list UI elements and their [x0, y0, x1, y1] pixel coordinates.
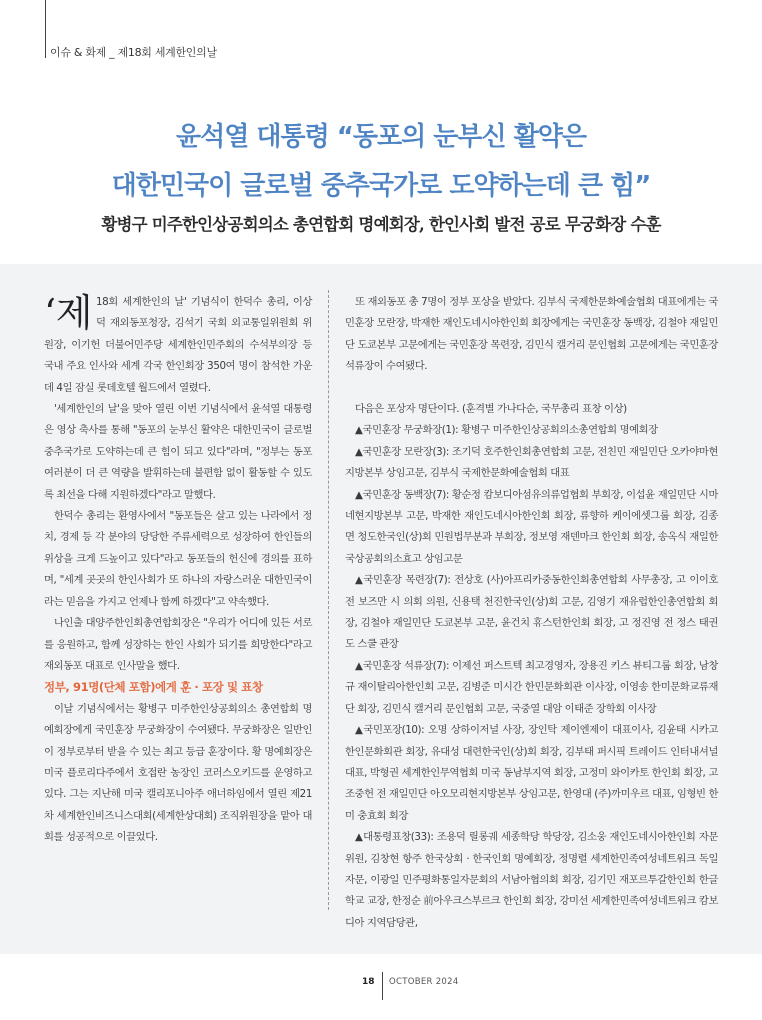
- paragraph: 나인출 대양주한인회총연합회장은 "우리가 어디에 있든 서로를 응원하고, 함께 성장하는 한인 사회가 되기를 희망한다"라고 재외동포 대표로 인사말을 했다.: [44, 617, 312, 672]
- award-item: ▲국민훈장 목련장(7): 전상호 (사)아프리카중동한인회총연합회 사무총장, 고 이이호 전 보즈만 시 의회 의원, 신용택 천진한국인(상)회 고문, 김영기 재유럽한인총연합회 회장, 김철야 재일민단 도쿄본부 고문, 윤건치 휴스턴한인회 회장, 고 정진영 전 정스 태권도 스쿨 관장: [345, 574, 718, 651]
- paragraph: 한덕수 총리는 환영사에서 "동포들은 살고 있는 나라에서 정치, 경제 등 각 분야의 당당한 주류세력으로 성장하여 한인들의 위상을 크게 드높이고 있다"라고 동포들의 헌신에 경의를 표하며, "세계 곳곳의 한인사회가 또 하나의 자랑스러운 대한민국이라는 믿음을 가지고 언제나 함께 하겠다"고 약속했다.: [44, 510, 312, 608]
- spacer: [345, 378, 718, 399]
- page-footer: [0, 972, 762, 1020]
- paragraph: '세계한인의 날'을 맞아 열린 이번 기념식에서 윤석열 대통령은 영상 축사를 통해 "동포의 눈부신 활약은 대한민국이 글로벌 중추국가로 도약하는데 큰 힘이 되고 있다"라며, "정부는 동포 여러분이 더 큰 역량을 발휘하는데 불편함 없이 활동할 수 있도록 최선을 다해 지원하겠다"라고 말했다.: [44, 403, 312, 501]
- column-divider: [328, 290, 329, 910]
- award-item: ▲국민훈장 동백장(7): 황순정 캄보디아섬유의류업협회 부회장, 이섭윤 재일민단 시마네현지방본부 고문, 박재한 재인도네시아한인회 회장, 류향하 케이에셋그룹 회장, 김종면 청도한국인(상)회 민원법무분과 부회장, 정보영 재덴마크 한인회 회장, 송옥식 재일한국상공회의소효고 상임고문: [345, 488, 718, 565]
- dropcap: ‘제: [44, 291, 92, 335]
- subtitle: 황병구 미주한인상공회의소 총연합회 명예회장, 한인사회 발전 공로 무궁화장 수훈: [101, 215, 661, 234]
- award-item: ▲대통령표창(33): 조용덕 릴롱궤 세종학당 학당장, 김소웅 재인도네시아한인회 자문위원, 김창현 항주 한국상회 · 한국인회 명예회장, 정명렬 세계한민족여성네트워크 독일 자문, 이광일 민주평화통일자문회의 서남아협의회 회장, 김기민 재포르투갈한인회 한글학교 교장, 한정순 前아우크스부르크 한인회 회장, 강미선 세계한민족여성네트워크 캄보디아 지역담당관,: [345, 831, 718, 929]
- award-item: ▲국민훈장 무궁화장(1): 황병구 미주한인상공회의소총연합회 명예회장: [355, 424, 658, 437]
- award-item: ▲국민포장(10): 오명 상하이저널 사장, 장인탁 제이엔제이 대표이사, 김윤태 시카고 한인문화회관 회장, 유대성 대련한국인(상)회 회장, 김부태 퍼시픽 트레이드 인터내셔널 대표, 박형권 세계한인무역협회 미국 동남부지역 회장, 고정미 와이카토 한인회 회장, 고 조중헌 전 재일민단 아오모리현지방본부 상임고문, 한영대 (주)까미우르 대표, 임형빈 한미 충효회 회장: [345, 724, 718, 822]
- lead-text: 18회 세계한인의 날' 기념식이 한덕수 총리, 이상덕 재외동포청장, 김석기 국회 외교통일위원회 위원장, 이기헌 더불어민주당 세계한인민주회의 수석부의장 등 국내 주요 인사와 세계 각국 한인회장 350여 명이 참석한 가운데 4일 잠실 롯데호텔 월드에서 열렸다.: [44, 296, 312, 394]
- paragraph: 이날 기념식에서는 황병구 미주한인상공회의소 총연합회 명예회장에게 국민훈장 무궁화장이 수여됐다. 무궁화장은 일반인이 정부로부터 받을 수 있는 최고 등급 훈장이다. 황 명예회장은 미국 플로리다주에서 호접란 농장인 코러스오키드를 운영하고 있다. 그는 지난해 미국 캘리포니아주 애너하임에서 열린 제21차 세계한인비즈니스대회(세계한상대회) 조직위원장을 맡아 대회를 성공적으로 이끌었다.: [44, 702, 312, 844]
- lead-paragraph: [44, 292, 312, 399]
- headline-line-2: 대한민국이 글로벌 중추국가로 도약하는데 큰 힘”: [111, 171, 651, 201]
- headline-line-1: 윤석열 대통령 “동포의 눈부신 활약은: [175, 122, 587, 152]
- award-item: ▲국민훈장 석류장(7): 이제선 퍼스트텍 최고경영자, 장용진 키스 뷰티그룹 회장, 남창규 재이탈리아한인회 고문, 김병준 미시간 한민문화회관 이사장, 이영송 한미문화교류재단 회장, 김민식 캘거리 문인협회 고문, 국중열 대암 이태준 장학회 이사장: [345, 659, 718, 715]
- award-item: ▲국민훈장 모란장(3): 조기덕 호주한인회총연합회 고문, 전친민 재일민단 오카야마현지방본부 상임고문, 김부식 국제한문화예술협회 대표: [345, 445, 718, 480]
- page-number: 18: [362, 977, 375, 987]
- subsection-title: 정부, 91명(단체 포함)에게 훈 · 포장 및 표창: [44, 680, 263, 695]
- issue-label: OCTOBER 2024: [389, 977, 459, 987]
- header-rule: [45, 0, 46, 58]
- section-label: 이슈 & 화제 _ 제18회 세계한인의날: [50, 46, 217, 59]
- list-heading: 다음은 포상자 명단이다. (훈격별 가나다순, 국무총리 표창 이상): [355, 403, 627, 416]
- right-column: [345, 292, 718, 934]
- footer-rule: [382, 972, 383, 1000]
- left-column: [44, 292, 312, 849]
- paragraph: 또 재외동포 총 7명이 정부 포상을 받았다. 김부식 국제한문화예술협회 대표에게는 국민훈장 모란장, 박재한 재인도네시아한인회 회장에게는 국민훈장 동백장, 김철야 재일민단 도쿄본부 고문에게는 국민훈장 목련장, 김민식 캘거리 문인협회 고문에게는 국민훈장 석류장이 수여됐다.: [345, 296, 718, 373]
